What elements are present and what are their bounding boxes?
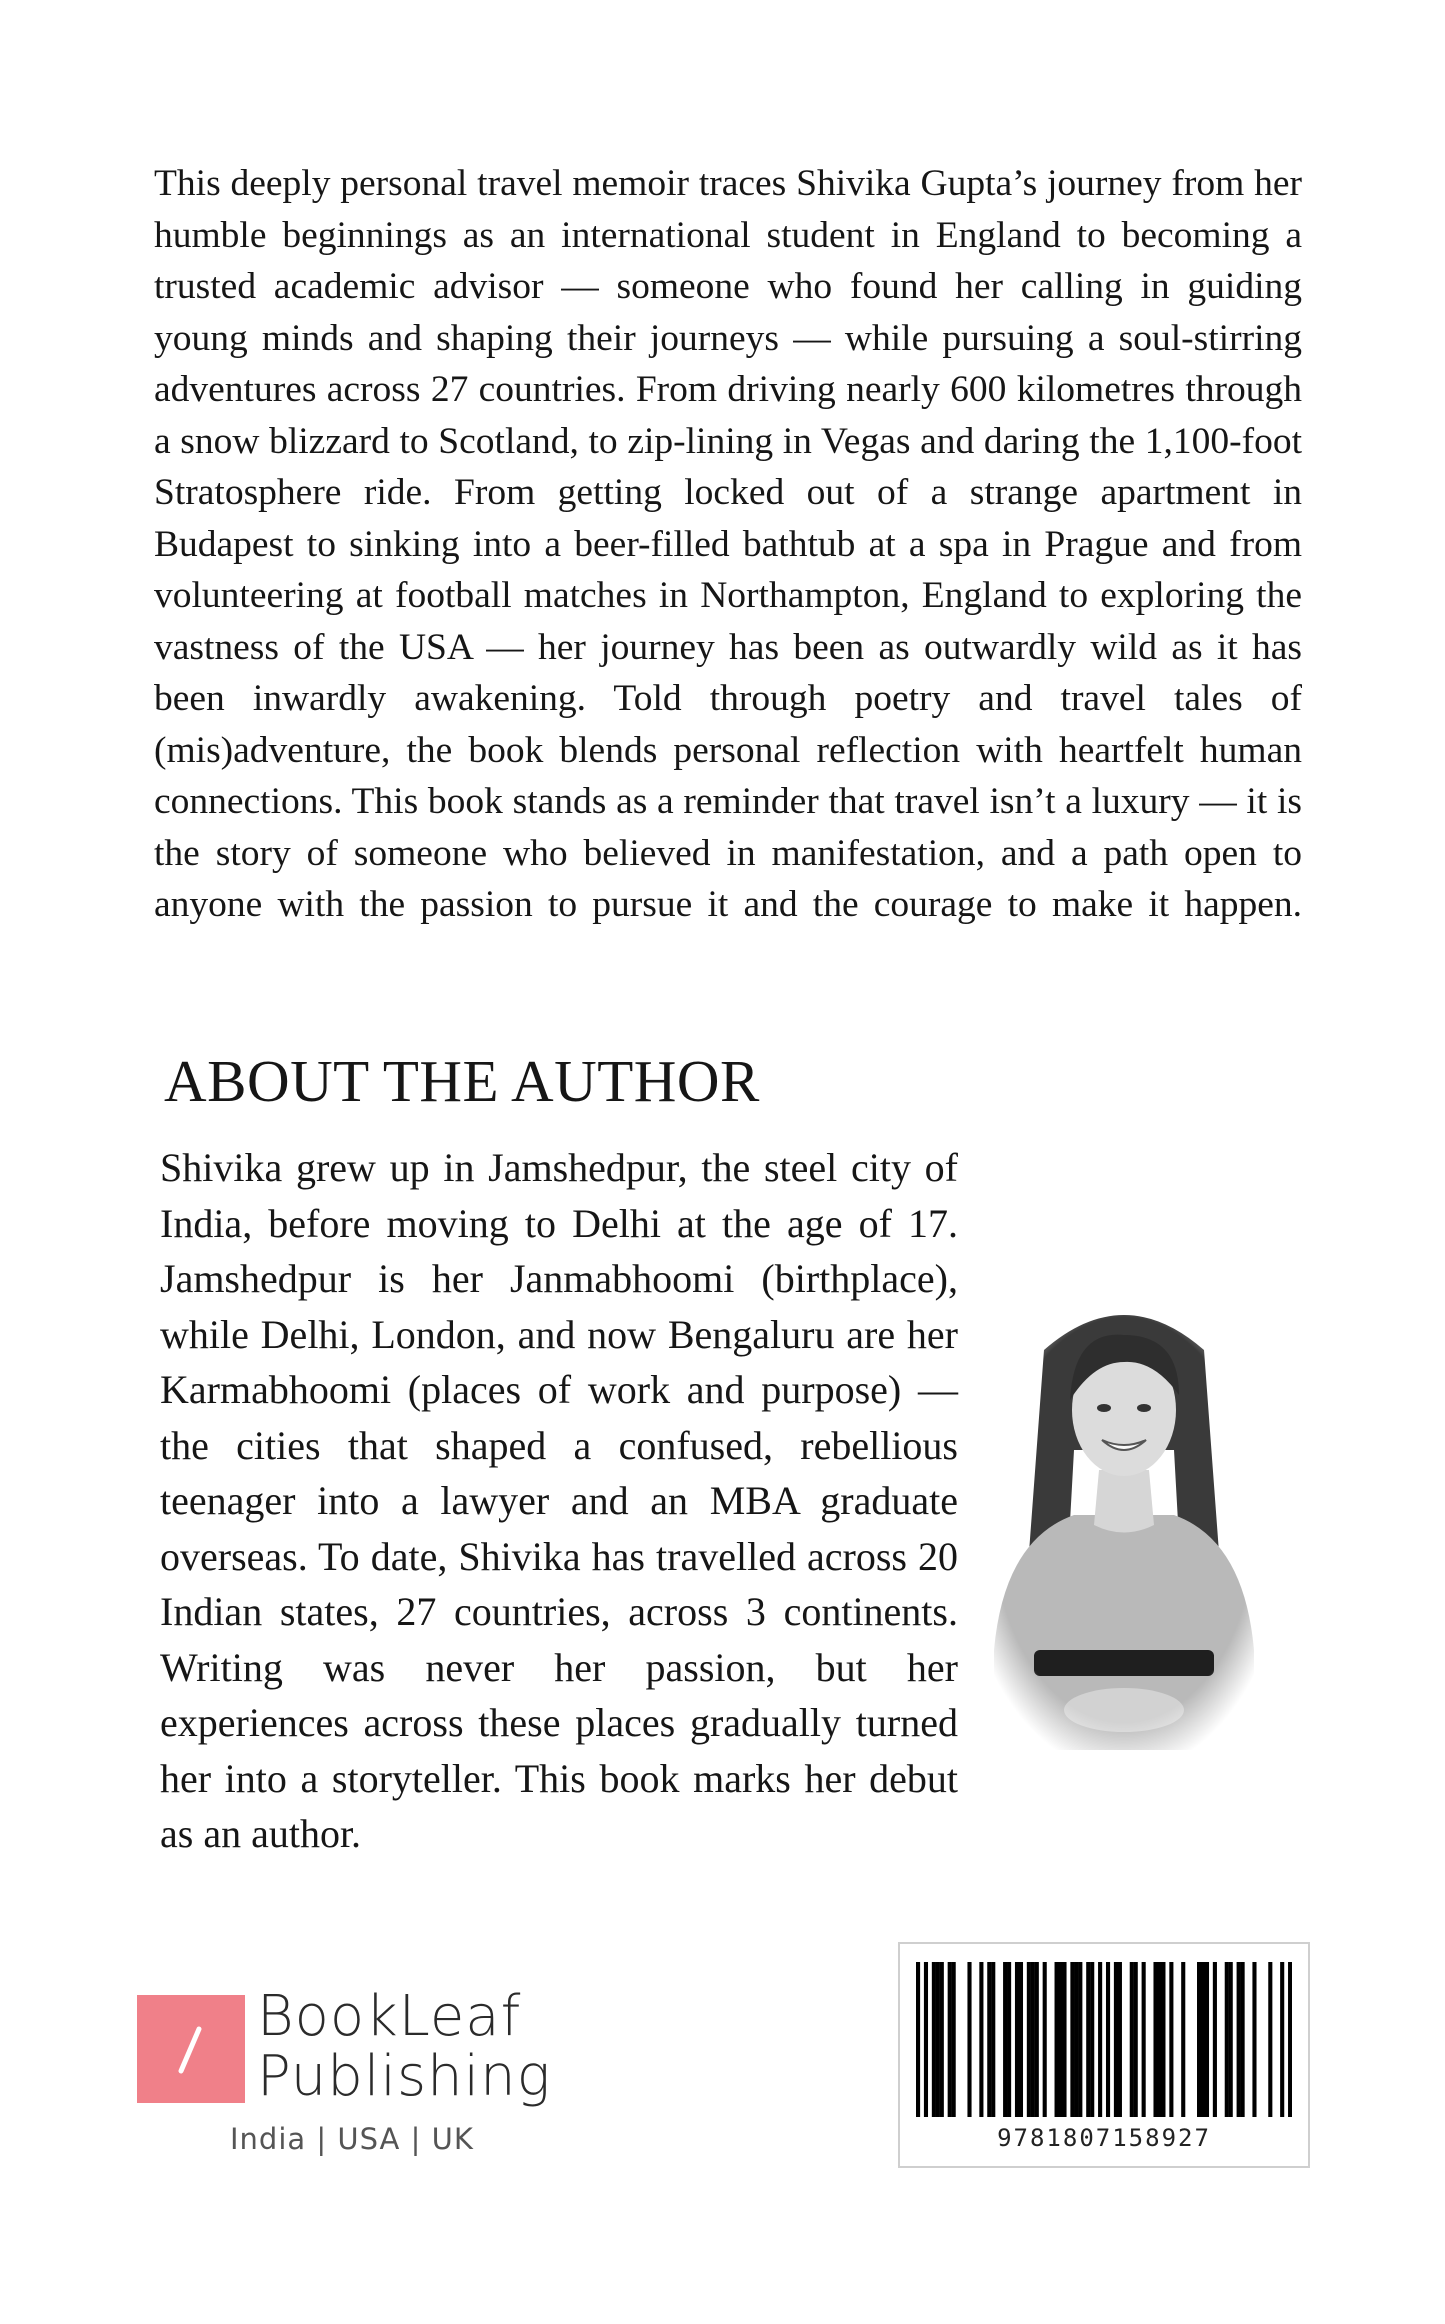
barcode-bar — [1118, 1962, 1122, 2117]
barcode-bar — [1169, 1962, 1173, 2117]
barcode-bar — [1062, 1962, 1066, 2117]
barcode-bar — [1157, 1962, 1161, 2117]
isbn-number: 9781807158927 — [997, 2124, 1211, 2152]
barcode-bar — [1241, 1962, 1245, 2117]
barcode-bar — [1007, 1962, 1011, 2117]
barcode-bar — [1035, 1962, 1039, 2117]
publisher-name-line1: BookLeaf — [257, 1984, 522, 2049]
publisher-mark — [137, 1995, 245, 2103]
publisher-name — [257, 1984, 552, 2109]
barcode-bar — [952, 1962, 956, 2117]
barcode-bar — [1114, 1962, 1118, 2117]
barcode-bar — [987, 1962, 991, 2117]
barcode-bar — [1078, 1962, 1082, 2117]
barcode-bar — [967, 1962, 971, 2117]
slash-icon — [137, 1995, 245, 2103]
barcode-bar — [1288, 1962, 1292, 2117]
barcode-bar — [948, 1962, 952, 2117]
barcode-bar — [916, 1962, 920, 2117]
barcode-bar — [1086, 1962, 1090, 2117]
barcode-bar — [932, 1962, 936, 2117]
barcode-bar — [1031, 1962, 1035, 2117]
barcode-bar — [1134, 1962, 1138, 2117]
publisher-regions: India | USA | UK — [230, 2122, 474, 2156]
barcode-bar — [1201, 1962, 1205, 2117]
barcode-bar — [1225, 1962, 1229, 2117]
barcode-bar — [1237, 1962, 1241, 2117]
barcode-bar — [1015, 1962, 1019, 2117]
barcode-bar — [979, 1962, 983, 2117]
barcode-bar — [1090, 1962, 1094, 2117]
publisher-logo — [137, 1984, 557, 2165]
barcode-bar — [1019, 1962, 1023, 2117]
barcode-bar — [1181, 1962, 1185, 2117]
about-author-heading: ABOUT THE AUTHOR — [164, 1048, 760, 1114]
barcode-bar — [1197, 1962, 1201, 2117]
barcode-bar — [1055, 1962, 1059, 2117]
barcode-bar — [1130, 1962, 1134, 2117]
barcode-bar — [1098, 1962, 1102, 2117]
publisher-name-line2: Publishing — [257, 2044, 552, 2109]
barcode-bar — [1252, 1962, 1256, 2117]
barcode-bar — [1074, 1962, 1078, 2117]
barcode-bar — [1229, 1962, 1233, 2117]
barcode-bar — [1268, 1962, 1272, 2117]
barcode-bar — [1070, 1962, 1074, 2117]
author-photo — [974, 1290, 1274, 1750]
barcode-bar — [1142, 1962, 1146, 2117]
blurb-text: This deeply personal travel memoir traces Shivika Gupta’s journey from her humble beginnings as an international student in England to becoming a trusted academic advisor — someone who found her calling in guiding young minds and shaping their journeys — while pursuing a soul-stirring adventures across 27 countries. From driving nearly 600 kilometres through a snow blizzard to Scotland, to zip-lining in Vegas and daring the 1,100-foot Stratosphere ride. From getting locked out of a strange apartment in Budapest to sinking into a beer-filled bathtub at a spa in Prague and from volunteering at football matches in Northampton, England to exploring the vastness of the USA — her journey has been as outwardly wild as it has been inwardly awakening. Told through poetry and travel tales of (mis)adventure, the book blends personal reflection with heartfelt human connections. This book stands as a reminder that travel isn’t a luxury — it is the story of someone who believed in manifestation, and a path open to anyone with the passion to pursue it and the courage to make it happen. — [154, 163, 1302, 925]
barcode-bar — [1058, 1962, 1062, 2117]
barcode-bar — [1027, 1962, 1031, 2117]
barcode-bar — [1043, 1962, 1047, 2117]
barcode-bar — [936, 1962, 940, 2117]
barcode-bar — [940, 1962, 944, 2117]
author-bio: Shivika grew up in Jamshedpur, the steel city of India, before moving to Delhi at the age of 17. Jamshedpur is her Janmabhoomi (birthplace), while Delhi, London, and now Bengaluru are her Karmabhoomi (places of work and purpose) — the cities that shaped a confused, rebellious teenager into a lawyer and an MBA graduate overseas. To date, Shivika has travelled across 20 Indian states, 27 countries, across 3 continents. Writing was never her passion, but her experiences across these places gradually turned her into a storyteller. This book marks her debut as an author. — [160, 1145, 958, 1856]
back-cover-blurb — [154, 158, 1302, 931]
barcode-bar — [1161, 1962, 1165, 2117]
barcode-bar — [1213, 1962, 1217, 2117]
barcode-bar — [1280, 1962, 1284, 2117]
barcode-bar — [1153, 1962, 1157, 2117]
barcode-bar — [1106, 1962, 1110, 2117]
barcode-bars — [916, 1962, 1292, 2117]
barcode-bar — [924, 1962, 928, 2117]
barcode-bar — [991, 1962, 995, 2117]
barcode-bar — [1205, 1962, 1209, 2117]
barcode-bar — [1003, 1962, 1007, 2117]
isbn-barcode — [898, 1942, 1310, 2168]
